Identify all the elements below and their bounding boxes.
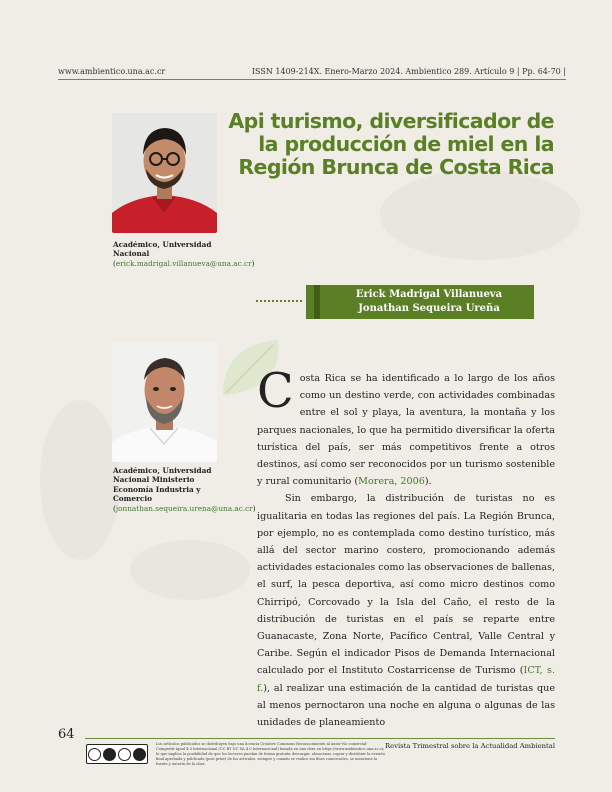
background-texture (130, 540, 250, 600)
author-name-2: Jonathan Sequeira Ureña (358, 303, 500, 314)
creative-commons-license-icon[interactable] (86, 744, 148, 764)
affiliation-paren-open: ( (113, 258, 116, 268)
journal-name: Revista Trimestral sobre la Actualidad Ambiental (385, 742, 555, 750)
drop-cap: C (257, 363, 294, 419)
affiliation-role: Académico, Universidad Nacional (113, 240, 212, 259)
author-box-accent-bar (314, 285, 320, 319)
license-text: Los artículos publicados se distribuyen bajo una licencia Creative Commons Reconocimiento al autor-No comercial-Compartir igual 4.0 Internacional (CC BY NC SA 4.0 Internacional) basada en una obra en https://www.ambientico.una.ac.cr, lo que implica la posibilidad de que los lectores puedan de forma gratuita descargar, almacenar, copiar y distribuir la versión final aprobada y publicada (post print) de los artículos, siempre y cuando se realice sin fines comerciales, se mencione la fuente y autoría de la obra. (156, 742, 385, 766)
affiliation-paren-close: ) (252, 503, 256, 513)
affiliation-paren-close: ) (251, 258, 255, 268)
author-names-box (306, 285, 534, 319)
author-email-link[interactable]: erick.madrigal.villanueva@una.ac.cr (115, 258, 252, 268)
background-texture (40, 400, 120, 560)
article-body (257, 363, 555, 731)
article-title: Api turismo, diversificador de la producción de miel en la Región Brunca de Costa Rica (228, 109, 554, 179)
author-name-1: Erick Madrigal Villanueva (355, 289, 503, 300)
page-number: 64 (58, 727, 75, 742)
paragraph-1-text: osta Rica se ha identificado a lo largo de los años como un destino verde, con actividades combinadas entre el sol y playa, la aventura, la montaña y los parques nacionales, lo que ha permitido diversificar la oferta turística del país, ser más competitivos frente a otros destinos, así como ser reconocidos por un turismo sostenible y rural comunitario ( (257, 373, 555, 488)
cc-icon (88, 748, 101, 761)
citation-link-ict[interactable]: ICT, s. f. (257, 665, 555, 694)
background-texture (380, 170, 580, 260)
issue-info: ISSN 1409-214X. Enero-Marzo 2024. Ambientico 289. Artículo 9 | Pp. 64-70 | (251, 67, 566, 76)
header-rule (58, 79, 566, 80)
author-affiliation-erick (113, 240, 255, 268)
author-email-link[interactable]: jonnathan.sequeira.urena@una.ac.cr (115, 503, 253, 513)
author-names (324, 288, 534, 316)
nc-icon (118, 748, 131, 761)
paragraph-1-end: ). (424, 476, 432, 488)
footer-rule (85, 738, 555, 739)
by-icon (103, 748, 116, 761)
affiliation-paren-open: ( (113, 503, 116, 513)
author-photo-jonathan (112, 342, 217, 462)
citation-link-morera[interactable]: Morera, 2006 (358, 476, 425, 488)
author-box-leader (256, 300, 302, 302)
affiliation-role: Académico, Universidad Nacional Ministerio Economía Industria y Comercio (113, 466, 212, 504)
sa-icon (133, 748, 146, 761)
paragraph-2-text: Sin embargo, la distribución de turistas no es igualitaria en todas las regiones del país. La Región Brunca, por ejemplo, no es contemplada como destino turístico, más allá del sector marino costero, promocionando además actividades estacionales como las observaciones de ballenas, el surf, la pesca deportiva, así como micro destinos como Chirripó, Corcovado y la Isla del Caño, el resto de la distribución de turistas en el país se reparte entre Guanacaste, Zona Norte, Pacífico Central, Valle Central y Caribe. Según el indicador Pisos de Demanda Internacional calculado por el Instituto Costarricense de Turismo ( (257, 493, 555, 677)
paragraph-2-end: ), al realizar una estimación de la cantidad de turistas que al menos pernoctaron una noche en alguna o algunas de las unidades de planeamiento (257, 682, 555, 729)
paragraph-1 (257, 363, 555, 490)
website-link[interactable]: www.ambientico.una.ac.cr (58, 67, 166, 76)
paragraph-2 (257, 490, 555, 731)
author-photo-erick (112, 113, 217, 233)
author-affiliation-jonathan (113, 466, 256, 513)
